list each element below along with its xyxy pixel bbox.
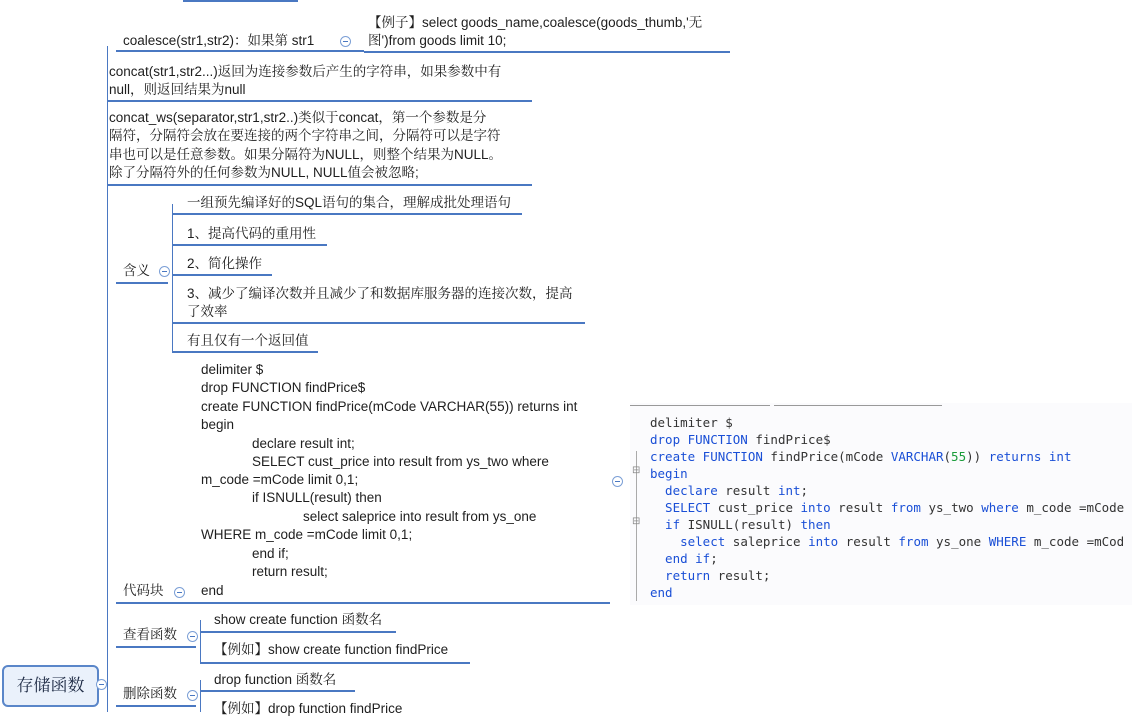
underline <box>116 282 168 284</box>
code-image-panel <box>630 403 1132 605</box>
view-spine <box>200 620 201 664</box>
underline <box>116 705 196 707</box>
code-line: select saleprice into result from ys_one <box>303 509 537 524</box>
concat-ws-line3[interactable]: 串也可以是任意参数。如果分隔符为NULL，则整个结果为NULL。 <box>109 147 503 162</box>
underline <box>200 631 396 633</box>
code-line: m_code =mCode limit 0,1; <box>201 472 359 487</box>
collapse-icon[interactable] <box>174 587 185 598</box>
view-function-node[interactable]: 查看函数 <box>123 627 177 642</box>
delete-function-item[interactable]: drop function 函数名 <box>214 672 337 687</box>
coalesce-example-line2: 图')from goods limit 10; <box>368 33 507 48</box>
fold-marker-icon[interactable]: ⊟ <box>632 465 641 476</box>
underline <box>172 213 522 215</box>
code-line: delimiter $ <box>201 362 264 377</box>
collapse-icon[interactable] <box>187 690 198 701</box>
view-function-item[interactable]: 【例如】show create function findPrice <box>214 642 449 657</box>
panel-top-rule <box>630 405 770 406</box>
meaning-item[interactable]: 3、减少了编译次数并且减少了和数据库服务器的连接次数，提高 <box>187 286 573 301</box>
underline <box>200 690 355 692</box>
collapse-icon[interactable] <box>612 476 623 487</box>
underline <box>172 351 318 353</box>
branch-spine <box>107 46 108 712</box>
meaning-item[interactable]: 有且仅有一个返回值 <box>187 333 309 348</box>
meaning-item[interactable]: 了效率 <box>187 304 228 319</box>
underline <box>116 646 196 648</box>
code-line: end if; <box>252 546 289 561</box>
underline <box>116 50 364 52</box>
concat-ws-line2[interactable]: 隔符，分隔符会放在要连接的两个字符串之间，分隔符可以是字符 <box>109 128 501 143</box>
underline <box>172 244 327 246</box>
code-line: if ISNULL(result) then <box>252 490 382 505</box>
code-block-node[interactable]: 代码块 <box>123 583 164 598</box>
view-function-item[interactable]: show create function 函数名 <box>214 612 383 627</box>
underline <box>107 184 532 186</box>
code-line: return result; <box>252 564 328 579</box>
collapse-icon[interactable] <box>187 631 198 642</box>
concat-ws-line4[interactable]: 除了分隔符外的任何参数为NULL, NULL值会被忽略; <box>109 165 419 180</box>
fold-marker-icon[interactable]: ⊟ <box>632 516 641 527</box>
concat-ws-line1[interactable]: concat_ws(separator,str1,str2..)类似于concat，第一个参数是分 <box>109 110 487 125</box>
code-line: drop FUNCTION findPrice$ <box>201 380 366 395</box>
delete-function-node[interactable]: 删除函数 <box>123 686 177 701</box>
root-node-stored-function[interactable]: 存储函数 <box>2 665 99 707</box>
code-line: begin <box>201 417 235 432</box>
meaning-item[interactable]: 1、提高代码的重用性 <box>187 226 317 241</box>
code-line: WHERE m_code =mCode limit 0,1; <box>201 527 413 542</box>
underline <box>116 602 610 604</box>
underline <box>172 322 585 324</box>
meaning-spine <box>172 204 173 352</box>
collapse-icon[interactable] <box>340 36 351 47</box>
code-line: end <box>201 583 224 598</box>
underline <box>107 100 532 102</box>
meaning-item[interactable]: 2、简化操作 <box>187 256 263 271</box>
code-line: create FUNCTION findPrice(mCode VARCHAR(55)) returns int <box>201 399 578 414</box>
code-image-text: delimiter $ drop FUNCTION findPrice$ create FUNCTION findPrice(mCode VARCHAR(55)) returns int begin declare result int; SELECT cust_price into result from ys_two where m_code =mCode if ISNULL(result) then select saleprice into result from ys_one WHERE m_code =mCod end if; return result; end <box>650 415 1125 600</box>
concat-node-line1[interactable]: concat(str1,str2...)返回为连接参数后产生的字符串，如果参数中有 <box>109 64 502 79</box>
panel-top-rule <box>774 405 942 406</box>
coalesce-example-line1: 【例子】select goods_name,coalesce(goods_thumb,'无 <box>368 15 703 30</box>
delete-spine <box>200 680 201 712</box>
underline <box>172 274 272 276</box>
code-line: declare result int; <box>252 436 355 451</box>
meaning-item[interactable]: 一组预先编译好的SQL语句的集合，理解成批处理语句 <box>187 195 512 210</box>
collapse-icon[interactable] <box>159 266 170 277</box>
underline <box>364 51 730 53</box>
coalesce-node[interactable]: coalesce(str1,str2)：如果第 str1 <box>123 33 315 48</box>
collapse-icon[interactable] <box>96 679 107 690</box>
code-line: SELECT cust_price into result from ys_two where <box>252 454 549 469</box>
top-connector-line <box>183 0 298 2</box>
meaning-node[interactable]: 含义 <box>123 263 150 278</box>
concat-node-line2[interactable]: null，则返回结果为null <box>109 82 246 97</box>
underline <box>200 662 470 664</box>
delete-function-item[interactable]: 【例如】drop function findPrice <box>214 701 403 716</box>
